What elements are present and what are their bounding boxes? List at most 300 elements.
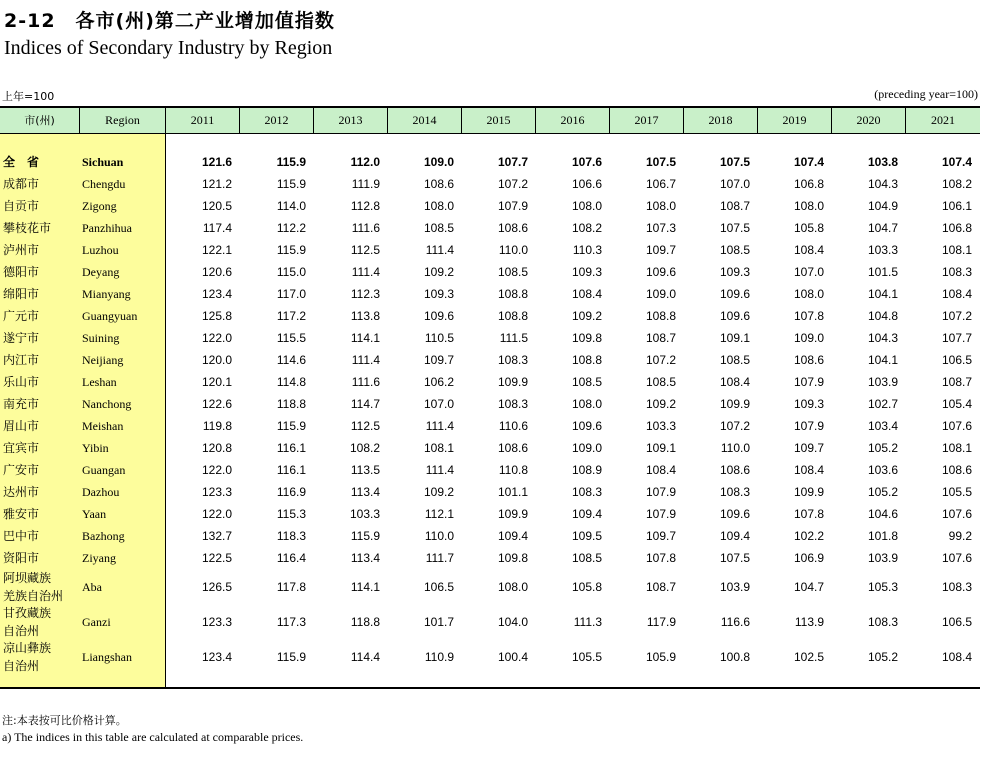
index-value-2013: 112.3 — [350, 287, 380, 301]
index-value-2018: 109.9 — [719, 397, 750, 411]
index-value-2020: 104.8 — [867, 309, 898, 323]
index-value-2017: 107.9 — [645, 507, 676, 521]
index-value-2021: 107.6 — [941, 507, 972, 521]
header-year-2018: 2018 — [684, 108, 758, 133]
index-value-2011: 120.5 — [201, 199, 232, 213]
index-value-2012: 115.9 — [276, 155, 306, 169]
region-name-zh: 广元市 — [3, 309, 40, 323]
index-value-2012: 115.9 — [276, 177, 306, 191]
region-name-en: Guangyuan — [82, 309, 138, 323]
table-row — [0, 239, 980, 261]
index-value-2012: 114.8 — [276, 375, 306, 389]
table-row — [0, 437, 980, 459]
index-value-2011: 123.4 — [201, 287, 232, 301]
index-value-2014: 109.7 — [423, 353, 454, 367]
table-row — [0, 639, 980, 674]
index-value-2016: 108.4 — [571, 287, 602, 301]
index-value-2014: 109.2 — [423, 485, 454, 499]
index-value-2019: 109.3 — [793, 397, 824, 411]
index-value-2014: 108.0 — [423, 199, 454, 213]
index-value-2017: 108.7 — [645, 331, 676, 345]
index-value-2013: 113.5 — [350, 463, 380, 477]
index-value-2015: 107.9 — [497, 199, 528, 213]
index-value-2017: 105.9 — [645, 649, 676, 664]
index-value-2018: 109.1 — [719, 331, 750, 345]
index-value-2014: 110.0 — [424, 529, 454, 543]
index-value-2011: 123.4 — [201, 649, 232, 664]
index-value-2015: 108.8 — [497, 309, 528, 323]
index-value-2017: 107.8 — [645, 551, 676, 565]
index-value-2013: 113.8 — [350, 309, 380, 323]
index-value-2012: 117.3 — [276, 614, 306, 629]
index-value-2012: 115.9 — [276, 243, 306, 257]
index-value-2011: 120.0 — [201, 353, 232, 367]
index-value-2015: 108.5 — [497, 265, 528, 279]
index-value-2011: 132.7 — [201, 529, 232, 543]
region-name-en: Ganzi — [82, 614, 111, 629]
index-value-2017: 109.2 — [645, 397, 676, 411]
index-value-2013: 111.4 — [351, 353, 380, 367]
header-year-2013: 2013 — [314, 108, 388, 133]
region-name-zh-line: 自治州 — [3, 659, 40, 673]
index-value-2017: 108.5 — [645, 375, 676, 389]
index-value-2015: 111.5 — [499, 331, 528, 345]
index-value-2011: 122.6 — [201, 397, 232, 411]
index-value-2020: 105.3 — [867, 579, 898, 594]
page-title-en: Indices of Secondary Industry by Region — [4, 37, 333, 59]
index-value-2015: 107.7 — [497, 155, 528, 169]
table-row — [0, 151, 980, 173]
index-value-2014: 111.7 — [425, 551, 454, 565]
index-value-2019: 109.7 — [793, 441, 824, 455]
region-name-zh: 眉山市 — [3, 419, 40, 433]
table-row — [0, 371, 980, 393]
header-year-2011: 2011 — [166, 108, 240, 133]
region-name-en: Nanchong — [82, 397, 132, 411]
index-value-2013: 114.7 — [350, 397, 380, 411]
index-value-2013: 103.3 — [349, 507, 380, 521]
index-value-2015: 110.0 — [498, 243, 528, 257]
index-value-2019: 107.8 — [793, 309, 824, 323]
index-value-2012: 117.8 — [276, 579, 306, 594]
index-value-2013: 111.9 — [351, 177, 380, 191]
index-value-2019: 109.9 — [793, 485, 824, 499]
index-value-2021: 107.6 — [941, 551, 972, 565]
index-value-2020: 108.3 — [867, 614, 898, 629]
index-value-2017: 103.3 — [645, 419, 676, 433]
index-value-2019: 109.0 — [793, 331, 824, 345]
index-value-2014: 111.4 — [425, 243, 454, 257]
index-value-2014: 111.4 — [425, 419, 454, 433]
region-name-en: Deyang — [82, 265, 120, 279]
table-row — [0, 393, 980, 415]
footnote-zh: 注:本表按可比价格计算。 — [2, 714, 127, 727]
table-row — [0, 459, 980, 481]
region-name-en: Sichuan — [82, 155, 124, 169]
index-value-2019: 108.6 — [793, 353, 824, 367]
region-name-zh: 遂宁市 — [3, 331, 40, 345]
region-name-zh: 宜宾市 — [3, 441, 40, 455]
index-value-2015: 107.2 — [497, 177, 528, 191]
index-value-2020: 103.8 — [867, 155, 898, 169]
index-value-2021: 106.5 — [941, 353, 972, 367]
region-name-en: Aba — [82, 579, 102, 594]
index-value-2021: 105.4 — [941, 397, 972, 411]
index-value-2017: 107.9 — [645, 485, 676, 499]
index-value-2018: 107.5 — [719, 155, 750, 169]
index-value-2017: 108.8 — [645, 309, 676, 323]
index-value-2011: 122.5 — [201, 551, 232, 565]
index-value-2013: 112.5 — [350, 243, 380, 257]
footnote-en: a) The indices in this table are calculated at comparable prices. — [2, 730, 304, 744]
region-name-en: Neijiang — [82, 353, 124, 367]
index-value-2015: 109.9 — [497, 507, 528, 521]
index-value-2013: 115.9 — [350, 529, 380, 543]
index-value-2018: 110.0 — [720, 441, 750, 455]
index-value-2018: 108.3 — [719, 485, 750, 499]
index-value-2019: 102.5 — [793, 649, 824, 664]
index-value-2020: 102.7 — [867, 397, 898, 411]
table-row — [0, 173, 980, 195]
index-value-2021: 106.1 — [941, 199, 972, 213]
index-value-2020: 105.2 — [867, 649, 898, 664]
index-value-2012: 117.2 — [276, 309, 306, 323]
index-value-2012: 112.2 — [276, 221, 306, 235]
region-name-zh: 南充市 — [3, 397, 40, 411]
index-value-2015: 109.9 — [497, 375, 528, 389]
table-row — [0, 349, 980, 371]
region-name-zh — [3, 569, 79, 605]
index-value-2015: 101.1 — [497, 485, 528, 499]
index-value-2021: 108.6 — [941, 463, 972, 477]
index-value-2015: 108.0 — [497, 579, 528, 594]
table-row — [0, 503, 980, 525]
index-value-2016: 110.3 — [572, 243, 602, 257]
table-row — [0, 305, 980, 327]
index-value-2016: 107.6 — [571, 155, 602, 169]
index-value-2016: 108.0 — [571, 397, 602, 411]
index-value-2015: 108.3 — [497, 397, 528, 411]
index-value-2015: 109.8 — [497, 551, 528, 565]
index-value-2021: 107.6 — [941, 419, 972, 433]
index-value-2021: 99.2 — [948, 529, 972, 543]
table-row — [0, 283, 980, 305]
index-value-2011: 121.2 — [201, 177, 232, 191]
index-value-2021: 106.8 — [941, 221, 972, 235]
region-name-zh — [3, 639, 79, 675]
index-value-2017: 117.9 — [646, 614, 676, 629]
index-value-2014: 110.9 — [424, 649, 454, 664]
index-value-2017: 106.7 — [645, 177, 676, 191]
index-value-2016: 109.3 — [571, 265, 602, 279]
region-name-en: Panzhihua — [82, 221, 132, 235]
index-value-2011: 125.8 — [201, 309, 232, 323]
region-name-zh: 自贡市 — [3, 199, 40, 213]
index-value-2011: 120.8 — [201, 441, 232, 455]
index-value-2014: 106.2 — [423, 375, 454, 389]
region-name-zh: 绵阳市 — [3, 287, 40, 301]
index-value-2014: 111.4 — [425, 463, 454, 477]
header-year-2014: 2014 — [388, 108, 462, 133]
header-year-2020: 2020 — [832, 108, 906, 133]
index-value-2017: 107.3 — [645, 221, 676, 235]
index-value-2020: 103.4 — [867, 419, 898, 433]
index-value-2018: 108.4 — [719, 375, 750, 389]
index-value-2020: 104.3 — [867, 177, 898, 191]
index-value-2016: 108.3 — [571, 485, 602, 499]
region-name-en: Liangshan — [82, 649, 132, 664]
index-value-2019: 106.9 — [793, 551, 824, 565]
table-row — [0, 547, 980, 569]
index-value-2015: 108.8 — [497, 287, 528, 301]
index-value-2019: 108.0 — [793, 287, 824, 301]
index-value-2020: 105.2 — [867, 441, 898, 455]
index-value-2013: 112.0 — [350, 155, 380, 169]
index-value-2020: 104.3 — [867, 331, 898, 345]
header-region-zh: 市(州) — [0, 108, 80, 133]
index-value-2013: 113.4 — [350, 485, 380, 499]
index-value-2018: 109.6 — [719, 287, 750, 301]
index-value-2016: 108.2 — [571, 221, 602, 235]
index-value-2019: 108.4 — [793, 463, 824, 477]
index-value-2021: 108.4 — [941, 287, 972, 301]
region-name-zh: 泸州市 — [3, 243, 40, 257]
index-value-2020: 103.9 — [867, 375, 898, 389]
index-value-2011: 122.0 — [201, 507, 232, 521]
index-value-2012: 114.0 — [276, 199, 306, 213]
index-value-2020: 104.9 — [867, 199, 898, 213]
table-header-row — [0, 108, 980, 134]
index-value-2013: 111.4 — [351, 265, 380, 279]
index-value-2020: 103.9 — [867, 551, 898, 565]
index-value-2016: 106.6 — [571, 177, 602, 191]
index-value-2014: 109.0 — [423, 155, 454, 169]
page-title-zh: 2-12 各市(州)第二产业增加值指数 — [4, 10, 335, 32]
unit-label-en: (preceding year=100) — [874, 87, 978, 101]
region-name-en: Guangan — [82, 463, 126, 477]
index-value-2019: 107.9 — [793, 419, 824, 433]
index-value-2021: 105.5 — [941, 485, 972, 499]
index-value-2016: 108.8 — [571, 353, 602, 367]
index-value-2014: 101.7 — [423, 614, 454, 629]
index-value-2021: 106.5 — [941, 614, 972, 629]
index-value-2013: 108.2 — [349, 441, 380, 455]
index-value-2012: 116.1 — [276, 441, 306, 455]
index-value-2019: 107.0 — [793, 265, 824, 279]
index-value-2020: 104.7 — [867, 221, 898, 235]
index-value-2020: 104.6 — [867, 507, 898, 521]
index-value-2018: 108.5 — [719, 243, 750, 257]
index-value-2014: 109.2 — [423, 265, 454, 279]
index-value-2011: 122.0 — [201, 331, 232, 345]
region-name-zh: 雅安市 — [3, 507, 40, 521]
index-value-2020: 101.5 — [867, 265, 898, 279]
region-name-en: Zigong — [82, 199, 117, 213]
index-value-2019: 107.4 — [793, 155, 824, 169]
table-row — [0, 217, 980, 239]
index-value-2014: 108.6 — [423, 177, 454, 191]
index-value-2015: 108.3 — [497, 353, 528, 367]
index-value-2012: 115.9 — [276, 419, 306, 433]
table-row — [0, 195, 980, 217]
index-value-2016: 105.5 — [571, 649, 602, 664]
index-value-2011: 117.4 — [202, 221, 232, 235]
index-value-2021: 108.1 — [941, 243, 972, 257]
region-name-en: Yaan — [82, 507, 107, 521]
index-value-2021: 108.7 — [941, 375, 972, 389]
index-value-2018: 108.5 — [719, 353, 750, 367]
index-value-2012: 116.4 — [276, 551, 306, 565]
index-value-2018: 107.0 — [719, 177, 750, 191]
region-name-zh: 资阳市 — [3, 551, 40, 565]
index-value-2017: 108.0 — [645, 199, 676, 213]
index-value-2020: 105.2 — [867, 485, 898, 499]
index-value-2016: 108.5 — [571, 551, 602, 565]
index-value-2018: 109.3 — [719, 265, 750, 279]
index-value-2014: 107.0 — [423, 397, 454, 411]
index-value-2018: 109.4 — [719, 529, 750, 543]
index-value-2016: 109.5 — [571, 529, 602, 543]
index-value-2021: 108.4 — [941, 649, 972, 664]
region-name-zh: 广安市 — [3, 463, 40, 477]
header-year-2019: 2019 — [758, 108, 832, 133]
indices-table — [0, 106, 980, 690]
region-name-zh: 德阳市 — [3, 265, 40, 279]
index-value-2019: 106.8 — [793, 177, 824, 191]
index-value-2016: 111.3 — [573, 614, 602, 629]
index-value-2015: 110.8 — [498, 463, 528, 477]
index-value-2019: 107.8 — [793, 507, 824, 521]
region-name-en: Bazhong — [82, 529, 125, 543]
table-row — [0, 415, 980, 437]
region-name-en: Mianyang — [82, 287, 131, 301]
region-name-zh: 全 省 — [3, 155, 40, 169]
index-value-2018: 107.5 — [719, 551, 750, 565]
index-value-2018: 109.6 — [719, 309, 750, 323]
index-value-2014: 108.1 — [423, 441, 454, 455]
index-value-2018: 107.5 — [719, 221, 750, 235]
index-value-2013: 114.1 — [350, 579, 380, 594]
index-value-2019: 107.9 — [793, 375, 824, 389]
index-value-2012: 118.3 — [276, 529, 306, 543]
index-value-2013: 111.6 — [351, 221, 380, 235]
table-row — [0, 261, 980, 283]
index-value-2014: 112.1 — [424, 507, 454, 521]
index-value-2020: 103.6 — [867, 463, 898, 477]
region-name-en: Dazhou — [82, 485, 120, 499]
region-name-zh: 成都市 — [3, 177, 40, 191]
index-value-2018: 100.8 — [719, 649, 750, 664]
index-value-2012: 115.0 — [276, 265, 306, 279]
table-bottom-rule — [0, 687, 980, 689]
index-value-2016: 109.4 — [571, 507, 602, 521]
index-value-2013: 118.8 — [350, 614, 380, 629]
region-name-zh — [3, 604, 79, 640]
index-value-2018: 108.7 — [719, 199, 750, 213]
index-value-2017: 109.6 — [645, 265, 676, 279]
index-value-2015: 110.6 — [498, 419, 528, 433]
index-value-2018: 116.6 — [720, 614, 750, 629]
index-value-2015: 108.6 — [497, 221, 528, 235]
header-year-2015: 2015 — [462, 108, 536, 133]
table-row — [0, 569, 980, 604]
index-value-2016: 109.6 — [571, 419, 602, 433]
index-value-2017: 107.5 — [645, 155, 676, 169]
index-value-2012: 116.1 — [276, 463, 306, 477]
index-value-2012: 115.3 — [276, 507, 306, 521]
index-value-2016: 108.0 — [571, 199, 602, 213]
header-year-2017: 2017 — [610, 108, 684, 133]
index-value-2020: 101.8 — [867, 529, 898, 543]
index-value-2012: 118.8 — [276, 397, 306, 411]
region-name-zh: 内江市 — [3, 353, 40, 367]
region-name-en: Ziyang — [82, 551, 116, 565]
table-row — [0, 525, 980, 547]
index-value-2019: 108.4 — [793, 243, 824, 257]
region-name-zh-line: 阿坝藏族 — [3, 571, 52, 585]
index-value-2016: 108.5 — [571, 375, 602, 389]
index-value-2020: 104.1 — [867, 287, 898, 301]
region-name-zh-line: 甘孜藏族 — [3, 606, 52, 620]
region-name-zh: 达州市 — [3, 485, 40, 499]
index-value-2012: 114.6 — [276, 353, 306, 367]
index-value-2012: 115.5 — [276, 331, 306, 345]
index-value-2013: 112.8 — [350, 199, 380, 213]
region-name-en: Meishan — [82, 419, 124, 433]
index-value-2011: 122.1 — [201, 243, 232, 257]
index-value-2016: 108.9 — [571, 463, 602, 477]
index-value-2017: 107.2 — [645, 353, 676, 367]
index-value-2017: 109.1 — [645, 441, 676, 455]
region-name-zh-line: 自治州 — [3, 624, 40, 638]
index-value-2021: 108.3 — [941, 265, 972, 279]
region-name-zh-line: 羌族自治州 — [3, 589, 64, 603]
index-value-2017: 108.7 — [645, 579, 676, 594]
index-value-2021: 108.3 — [941, 579, 972, 594]
index-value-2017: 108.4 — [645, 463, 676, 477]
index-value-2011: 119.8 — [202, 419, 232, 433]
index-value-2018: 103.9 — [719, 579, 750, 594]
index-value-2016: 109.2 — [571, 309, 602, 323]
index-value-2019: 104.7 — [793, 579, 824, 594]
index-value-2015: 108.6 — [497, 441, 528, 455]
region-name-en: Luzhou — [82, 243, 119, 257]
index-value-2012: 116.9 — [276, 485, 306, 499]
index-value-2014: 109.3 — [423, 287, 454, 301]
index-value-2014: 108.5 — [423, 221, 454, 235]
region-name-en: Yibin — [82, 441, 109, 455]
index-value-2021: 108.2 — [941, 177, 972, 191]
region-name-zh: 巴中市 — [3, 529, 40, 543]
index-value-2017: 109.0 — [645, 287, 676, 301]
index-value-2019: 102.2 — [793, 529, 824, 543]
index-value-2019: 108.0 — [793, 199, 824, 213]
index-value-2013: 111.6 — [351, 375, 380, 389]
index-value-2011: 120.6 — [201, 265, 232, 279]
index-value-2014: 106.5 — [423, 579, 454, 594]
header-year-2021: 2021 — [906, 108, 980, 133]
index-value-2013: 114.4 — [350, 649, 380, 664]
table-row — [0, 604, 980, 639]
table-row — [0, 481, 980, 503]
header-region-en: Region — [80, 108, 166, 133]
index-value-2014: 110.5 — [424, 331, 454, 345]
index-value-2019: 105.8 — [793, 221, 824, 235]
index-value-2012: 115.9 — [276, 649, 306, 664]
region-name-en: Suining — [82, 331, 120, 345]
index-value-2021: 107.7 — [941, 331, 972, 345]
index-value-2011: 121.6 — [201, 155, 232, 169]
